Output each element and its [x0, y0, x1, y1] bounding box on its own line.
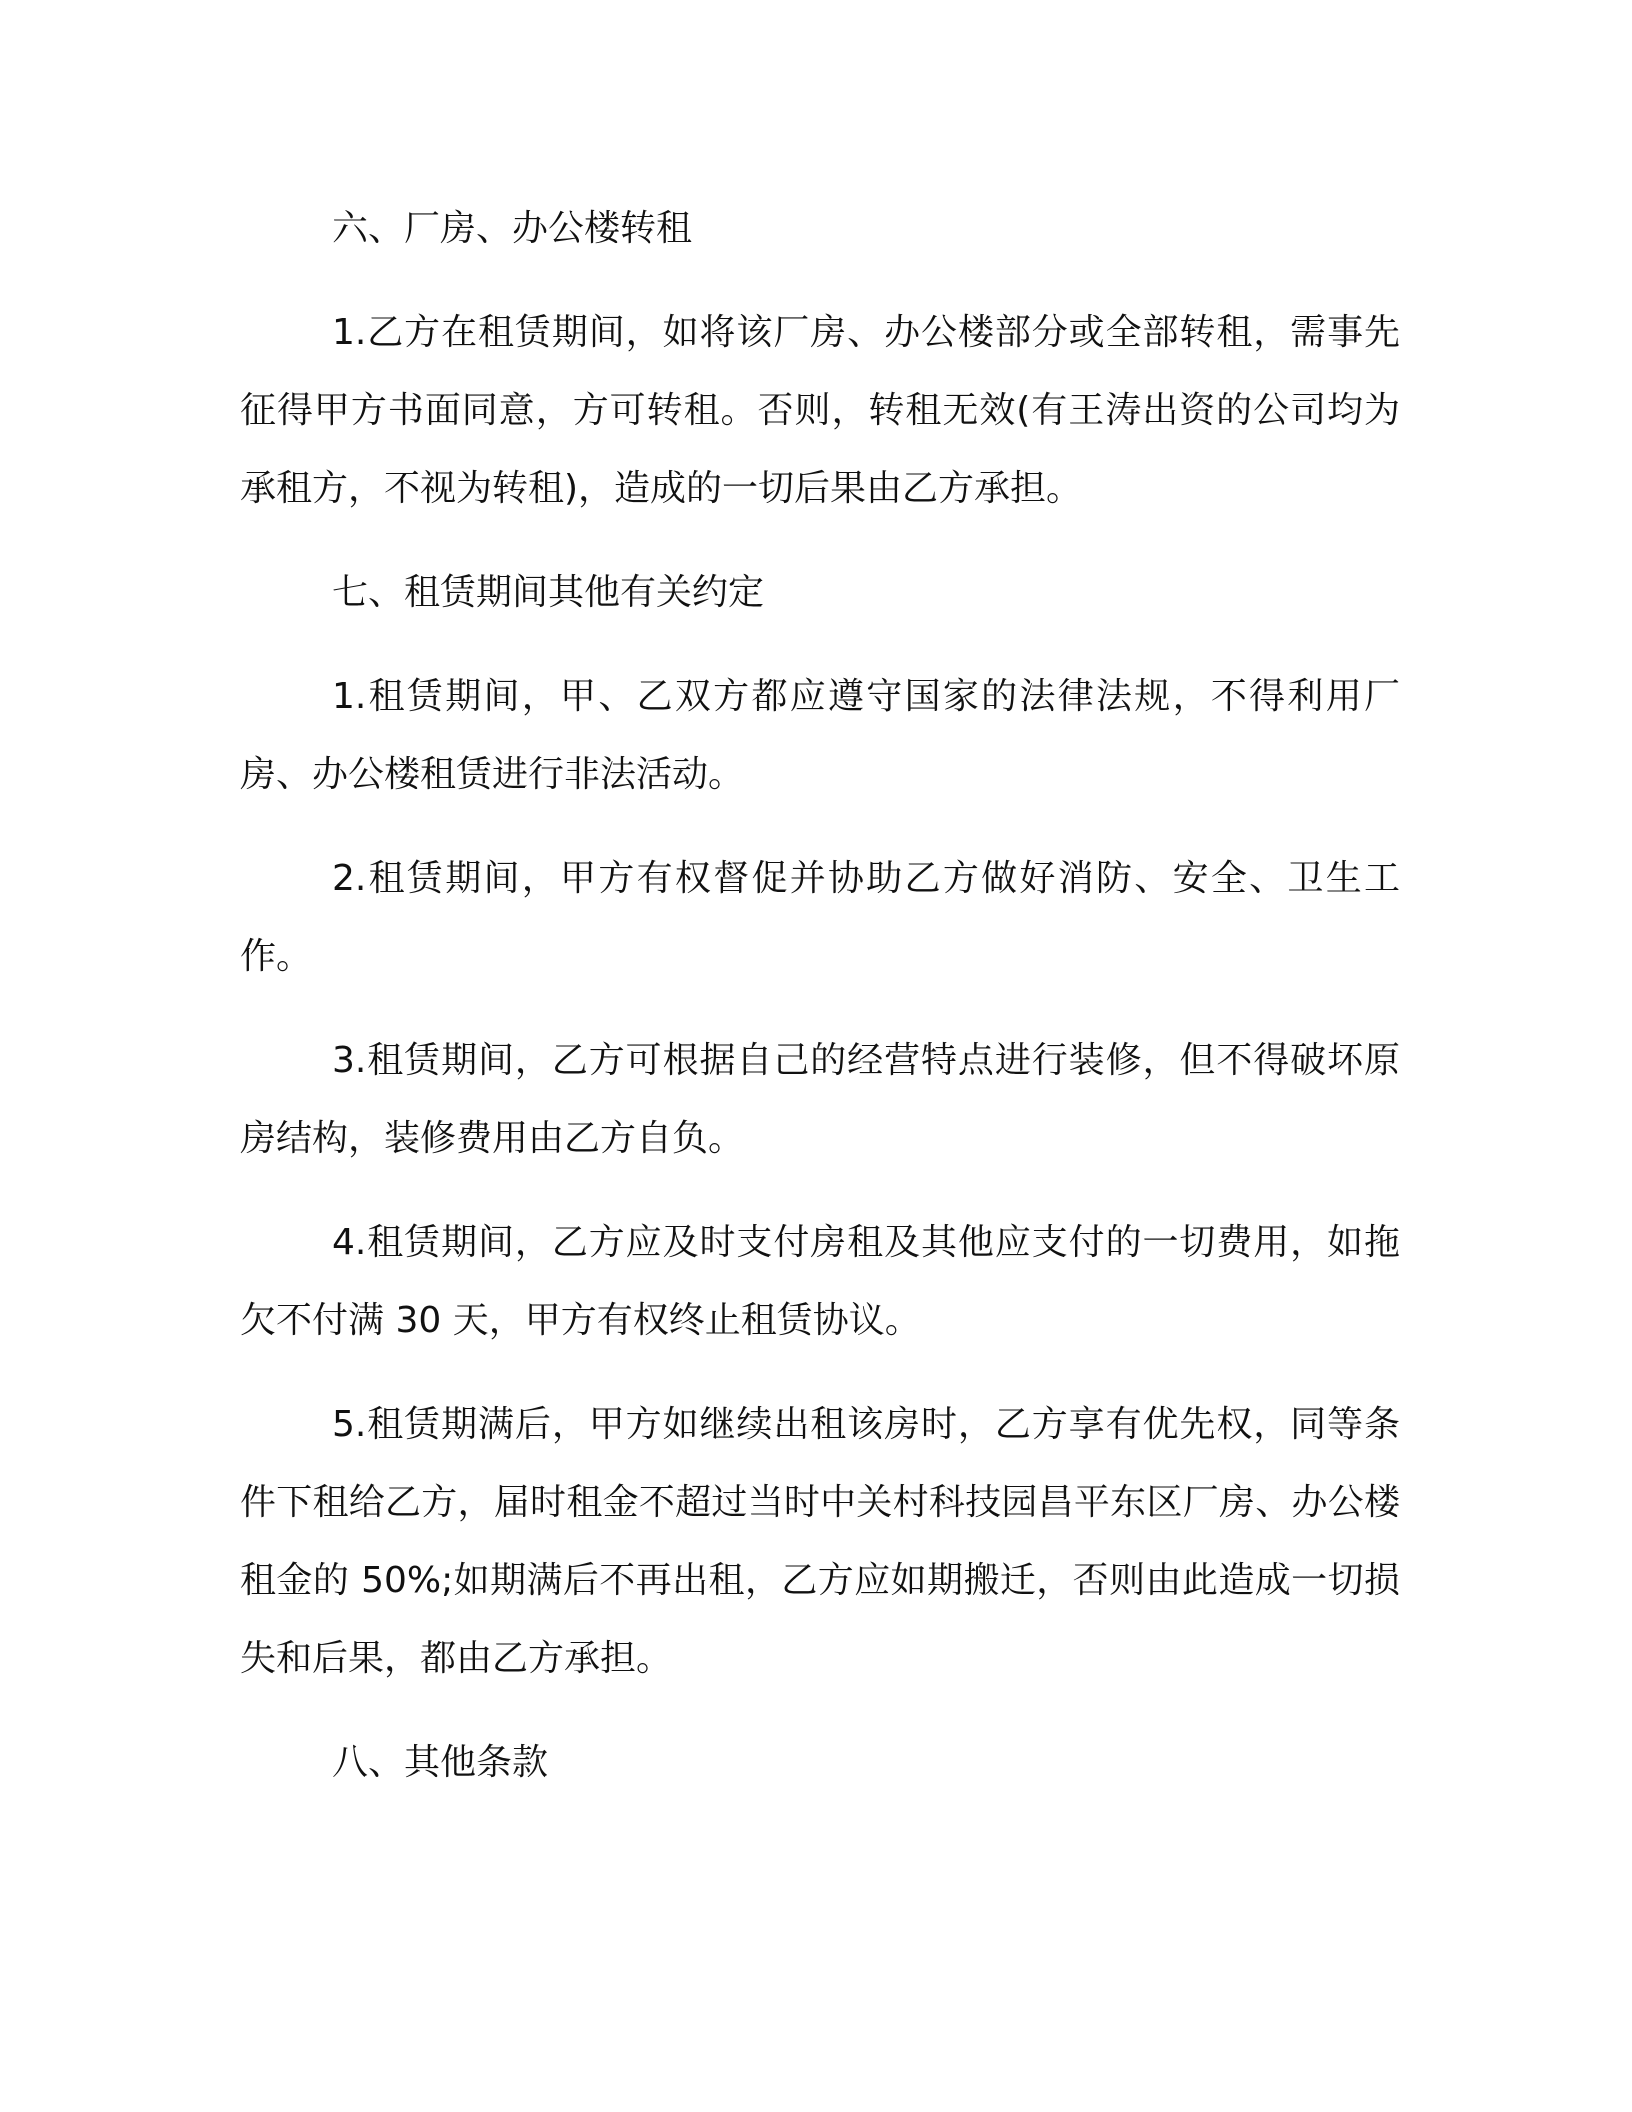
section-heading-8: 八、其他条款	[332, 1742, 549, 1783]
paragraph-7-1: 1.租赁期间，甲、乙双方都应遵守国家的法律法规，不得利用厂房、办公楼租赁进行非法活动。	[240, 676, 1400, 795]
section-heading-7: 七、租赁期间其他有关约定	[332, 572, 765, 613]
paragraph-7-2: 2.租赁期间，甲方有权督促并协助乙方做好消防、安全、卫生工作。	[240, 858, 1400, 977]
document-body	[240, 190, 1400, 1802]
paragraph-7-3: 3.租赁期间，乙方可根据自己的经营特点进行装修，但不得破坏原房结构，装修费用由乙方自负。	[240, 1040, 1400, 1159]
paragraph-7-4: 4.租赁期间，乙方应及时支付房租及其他应支付的一切费用，如拖欠不付满 30 天，甲方有权终止租赁协议。	[240, 1222, 1400, 1341]
section-heading-6: 六、厂房、办公楼转租	[332, 208, 693, 249]
paragraph-7-5: 5.租赁期满后，甲方如继续出租该房时，乙方享有优先权，同等条件下租给乙方，届时租金不超过当时中关村科技园昌平东区厂房、办公楼租金的 50%;如期满后不再出租，乙方应如期搬迁，否则由此造成一切损失和后果，都由乙方承担。	[240, 1404, 1400, 1679]
paragraph-6-1: 1.乙方在租赁期间，如将该厂房、办公楼部分或全部转租，需事先征得甲方书面同意，方可转租。否则，转租无效(有王涛出资的公司均为承租方，不视为转租)，造成的一切后果由乙方承担。	[240, 312, 1400, 509]
